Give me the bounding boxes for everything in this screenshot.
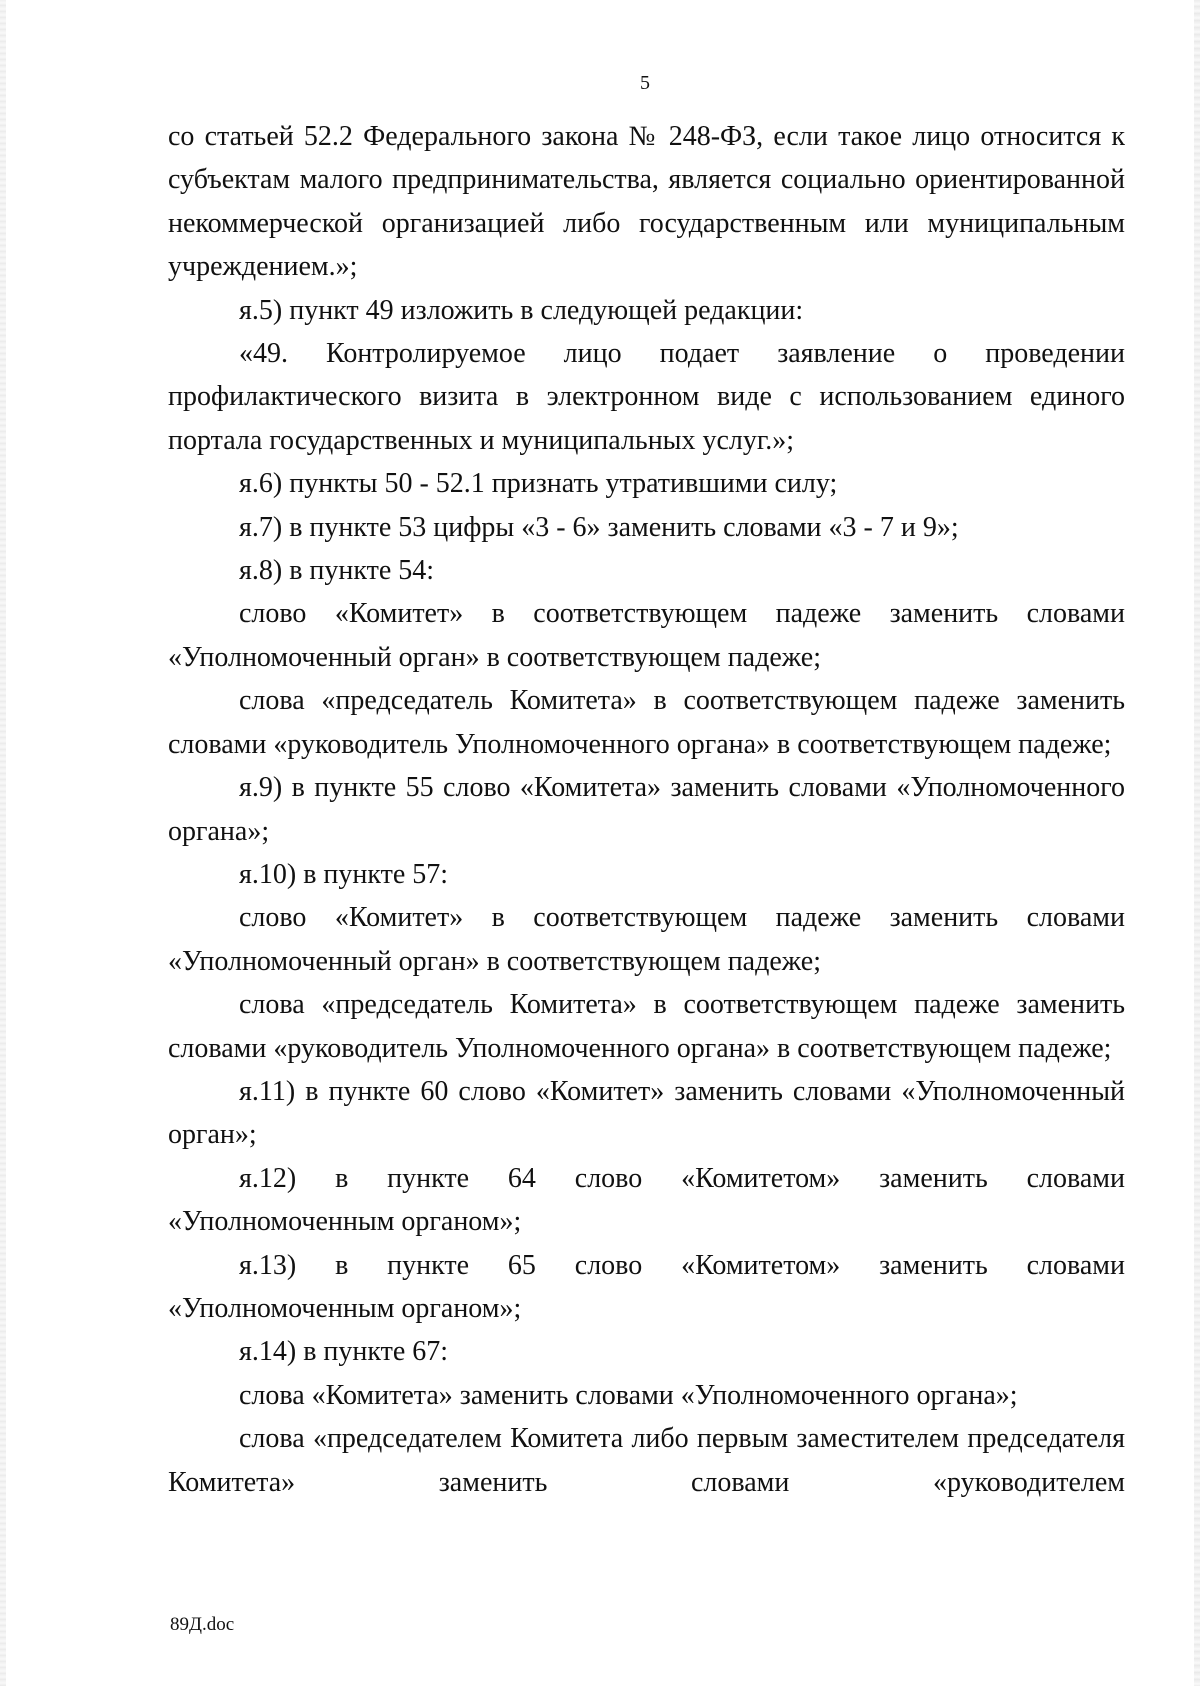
paragraph-item-10-a: слово «Комитет» в соответствующем падеже заменить словами «Уполномоченный орган» в соответствующем падеже; bbox=[168, 902, 1125, 977]
paragraph-item-5: я.5) пункт 49 изложить в следующей редакции: bbox=[239, 294, 804, 326]
scan-edge-left bbox=[0, 0, 6, 1686]
paragraph-item-13: я.13) в пункте 65 слово «Комитетом» заменить словами «Уполномоченным органом»; bbox=[168, 1249, 1125, 1324]
paragraph-quote-49: «49. Контролируемое лицо подает заявление о проведении профилактического визита в электронном виде с использованием единого портала государственных и муниципальных услуг.»; bbox=[168, 338, 1125, 456]
scan-edge-right bbox=[1194, 0, 1200, 1686]
paragraph-item-8-a: слово «Комитет» в соответствующем падеже заменить словами «Уполномоченный орган» в соответствующем падеже; bbox=[168, 598, 1125, 673]
paragraph-item-7: я.7) в пункте 53 цифры «3 - 6» заменить словами «3 - 7 и 9»; bbox=[239, 511, 959, 543]
paragraph-item-10-b: слова «председатель Комитета» в соответствующем падеже заменить словами «руководитель Уполномоченного органа» в соответствующем падеже; bbox=[168, 989, 1125, 1064]
paragraph-item-10: я.10) в пункте 57: bbox=[239, 858, 449, 890]
footer-filename: 89Д.doc bbox=[170, 1614, 235, 1635]
paragraph-item-11: я.11) в пункте 60 слово «Комитет» заменить словами «Уполномоченный орган»; bbox=[168, 1075, 1125, 1151]
paragraph-item-14-a: слова «Комитета» заменить словами «Уполномоченного органа»; bbox=[239, 1379, 1018, 1411]
paragraph-item-8: я.8) в пункте 54: bbox=[239, 555, 435, 587]
paragraph-item-6: я.6) пункты 50 - 52.1 признать утратившими силу; bbox=[239, 468, 838, 500]
document-body bbox=[168, 115, 1125, 1504]
paragraph-item-12: я.12) в пункте 64 слово «Комитетом» заменить словами «Уполномоченным органом»; bbox=[168, 1162, 1125, 1238]
paragraph-item-9: я.9) в пункте 55 слово «Комитета» заменить словами «Уполномоченного органа»; bbox=[168, 772, 1125, 847]
paragraph-item-14-b: слова «председателем Комитета либо первым заместителем председателя Комитета» заменить словами «руководителем bbox=[168, 1423, 1125, 1498]
paragraph-continuation: со статьей 52.2 Федерального закона № 248-ФЗ, если такое лицо относится к субъектам малого предпринимательства, является социально ориентированной некоммерческой организацией либо государственным или муниципальным учреждением.»; bbox=[168, 121, 1125, 283]
page-number: 5 bbox=[640, 72, 650, 94]
paragraph-item-14: я.14) в пункте 67: bbox=[239, 1336, 449, 1368]
paragraph-item-8-b: слова «председатель Комитета» в соответствующем падеже заменить словами «руководитель Уполномоченного органа» в соответствующем падеже; bbox=[168, 685, 1125, 760]
